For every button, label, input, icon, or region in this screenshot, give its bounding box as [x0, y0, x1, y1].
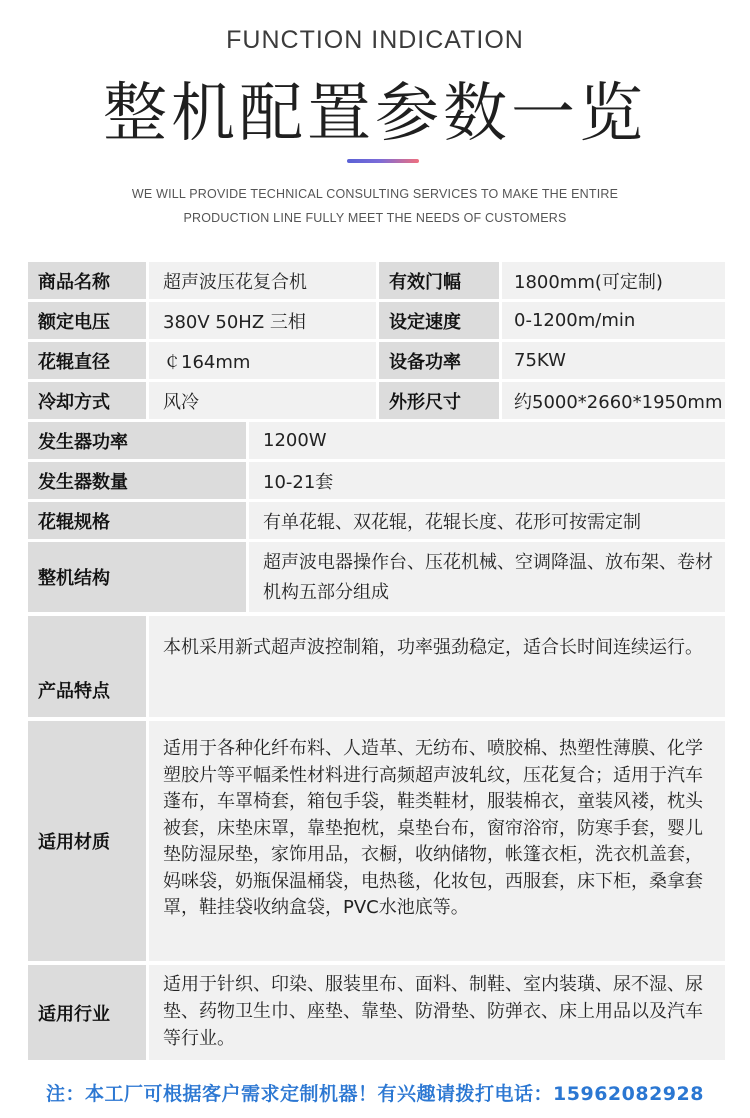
subtitle-line-1: WE WILL PROVIDE TECHNICAL CONSULTING SERVICES TO MAKE THE ENTIRE	[131, 187, 619, 201]
spec-row	[28, 382, 725, 419]
spec-row	[28, 542, 725, 612]
spec-label: 适用行业	[28, 965, 146, 1060]
spec-label: 设定速度	[379, 302, 499, 339]
spec-value: 适用于针织、印染、服装里布、面料、制鞋、室内装璜、尿不湿、尿垫、药物卫生巾、座垫、靠垫、防滑垫、防弹衣、床上用品以及汽车等行业。	[149, 965, 725, 1060]
spec-value: 超声波电器操作台、压花机械、空调降温、放布架、卷材机构五部分组成	[249, 542, 725, 612]
spec-label: 外形尺寸	[379, 382, 499, 419]
page-title: 整机配置参数一览	[103, 77, 647, 151]
spec-value: 75KW	[502, 342, 725, 379]
spec-row	[28, 721, 725, 961]
spec-label: 设备功率	[379, 342, 499, 379]
spec-label: 冷却方式	[28, 382, 146, 419]
spec-value: 超声波压花复合机	[149, 262, 376, 299]
spec-label: 额定电压	[28, 302, 146, 339]
spec-row	[28, 502, 725, 539]
subtitle	[0, 182, 750, 230]
spec-label: 有效门幅	[379, 262, 499, 299]
spec-row	[28, 262, 725, 299]
spec-row	[28, 965, 725, 1060]
english-title: FUNCTION INDICATION	[226, 26, 524, 54]
spec-label: 商品名称	[28, 262, 146, 299]
spec-value: 本机采用新式超声波控制箱，功率强劲稳定，适合长时间连续运行。	[149, 616, 725, 717]
subtitle-line-2: PRODUCTION LINE FULLY MEET THE NEEDS OF CUSTOMERS	[183, 211, 567, 225]
spec-value: 380V 50HZ 三相	[149, 302, 376, 339]
spec-value: 1200W	[249, 422, 725, 459]
spec-label: 适用材质	[28, 721, 146, 961]
spec-value: 有单花辊、双花辊，花辊长度、花形可按需定制	[249, 502, 725, 539]
spec-row	[28, 302, 725, 339]
spec-value: 10-21套	[249, 462, 725, 499]
spec-label: 花辊规格	[28, 502, 246, 539]
spec-label: 发生器数量	[28, 462, 246, 499]
accent-divider	[347, 159, 419, 163]
spec-value: 0-1200m/min	[502, 302, 725, 339]
spec-row	[28, 342, 725, 379]
spec-label: 产品特点	[28, 616, 146, 717]
spec-row	[28, 462, 725, 499]
spec-label: 整机结构	[28, 542, 246, 612]
spec-value: 1800mm(可定制)	[502, 262, 725, 299]
spec-value: ￠164mm	[149, 342, 376, 379]
spec-value: 约5000*2660*1950mm	[502, 382, 725, 419]
contact-note: 注：本工厂可根据客户需求定制机器！有兴趣请拨打电话：15962082928	[46, 1083, 704, 1105]
spec-label: 花辊直径	[28, 342, 146, 379]
spec-label: 发生器功率	[28, 422, 246, 459]
spec-value: 风冷	[149, 382, 376, 419]
spec-value: 适用于各种化纤布料、人造革、无纺布、喷胶棉、热塑性薄膜、化学塑胶片等平幅柔性材料进行高频超声波轧纹，压花复合；适用于汽车蓬布，车罩椅套，箱包手袋，鞋类鞋材，服装棉衣，童装风褛，枕头被套，床垫床罩，靠垫抱枕，桌垫台布，窗帘浴帘，防寒手套，婴儿垫防湿尿垫，家饰用品，衣橱，收纳储物，帐篷衣柜，洗衣机盖套，妈咪袋，奶瓶保温桶袋，电热毯，化妆包，西服套，床下柜，桑拿套罩，鞋挂袋收纳盒袋，PVC水池底等。	[149, 721, 725, 961]
spec-row	[28, 422, 725, 459]
spec-row	[28, 616, 725, 717]
